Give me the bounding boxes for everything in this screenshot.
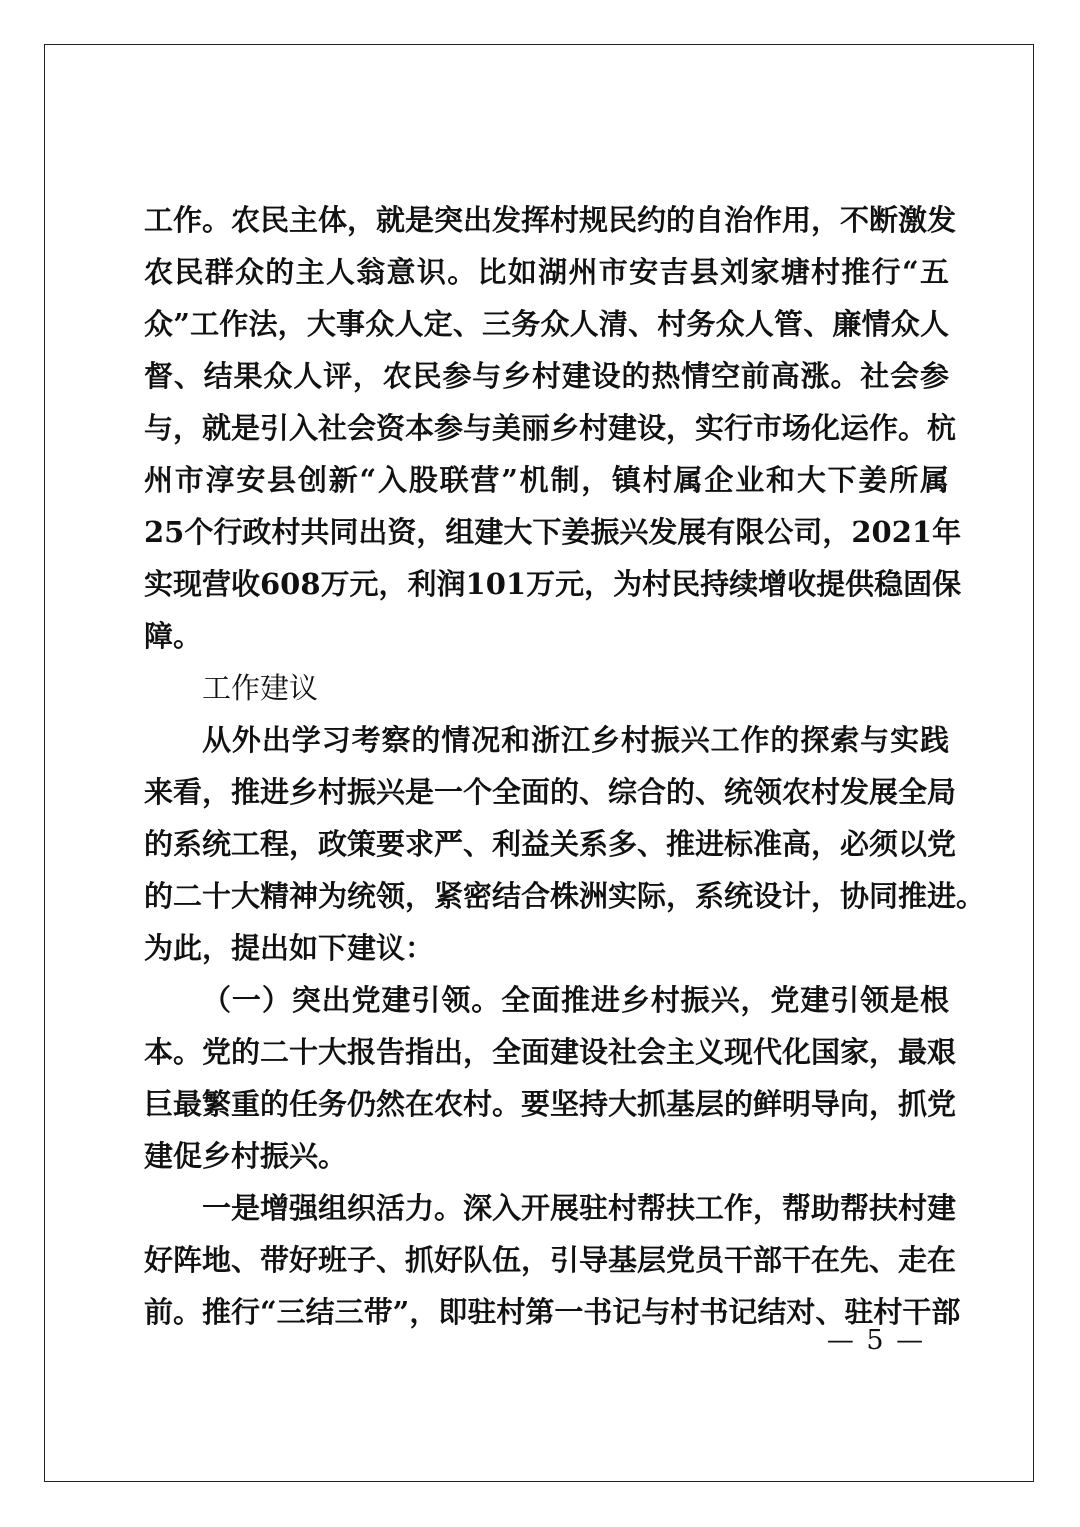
text-line: 本。党的二十大报告指出，全面建设社会主义现代化国家，最艰 [144, 1035, 957, 1069]
text-line: （一）突出党建引领。全面推进乡村振兴，党建引领是根 [202, 983, 949, 1017]
paragraph-organization [144, 1182, 961, 1338]
text-line: 建促乡村振兴。 [144, 1139, 348, 1173]
paragraph-party-building [144, 974, 957, 1182]
text-line: 农民群众的主人翁意识。比如湖州市安吉县刘家塘村推行“五 [144, 255, 949, 289]
text-line: 的系统工程，政策要求严、利益关系多、推进标准高，必须以党 [144, 827, 957, 861]
text-line: 工作。农民主体，就是突出发挥村规民约的自治作用，不断激发 [144, 203, 957, 237]
text-line: 好阵地、带好班子、抓好队伍，引导基层党员干部干在先、走在 [144, 1243, 957, 1277]
text-line: 25个行政村共同出资，组建大下姜振兴发展有限公司，2021年 [144, 515, 962, 549]
text-line: 巨最繁重的任务仍然在农村。要坚持大抓基层的鲜明导向，抓党 [144, 1087, 957, 1121]
text-line: 前。推行“三结三带”，即驻村第一书记与村书记结对、驻村干部 [144, 1295, 961, 1329]
text-line: 州市淳安县创新“入股联营”机制，镇村属企业和大下姜所属 [144, 463, 949, 497]
text-line: 来看，推进乡村振兴是一个全面的、综合的、统领农村发展全局 [144, 775, 957, 809]
text-line: 众”工作法，大事众人定、三务众人清、村务众人管、廉情众人 [144, 307, 949, 341]
text-line: 一是增强组织活力。深入开展驻村帮扶工作，帮助帮扶村建 [202, 1191, 957, 1225]
text-line: 为此，提出如下建议： [144, 931, 435, 965]
text-line: 的二十大精神为统领，紧密结合株洲实际，系统设计，协同推进。 [144, 879, 986, 913]
text-line: 实现营收608万元，利润101万元，为村民持续增收提供稳固保 [144, 567, 962, 601]
text-line: 督、结果众人评，农民参与乡村建设的热情空前高涨。社会参 [144, 359, 949, 393]
section-heading: 工作建议 [202, 671, 319, 705]
paragraph-overview [144, 714, 986, 974]
document-body [144, 194, 986, 1338]
text-line: 从外出学习考察的情况和浙江乡村振兴工作的探索与实践 [202, 723, 949, 757]
page-number: — 5 — [826, 1325, 926, 1356]
paragraph-farmer-subject [144, 194, 962, 662]
text-line: 与，就是引入社会资本参与美丽乡村建设，实行市场化运作。杭 [144, 411, 957, 445]
text-line: 障。 [144, 619, 203, 653]
